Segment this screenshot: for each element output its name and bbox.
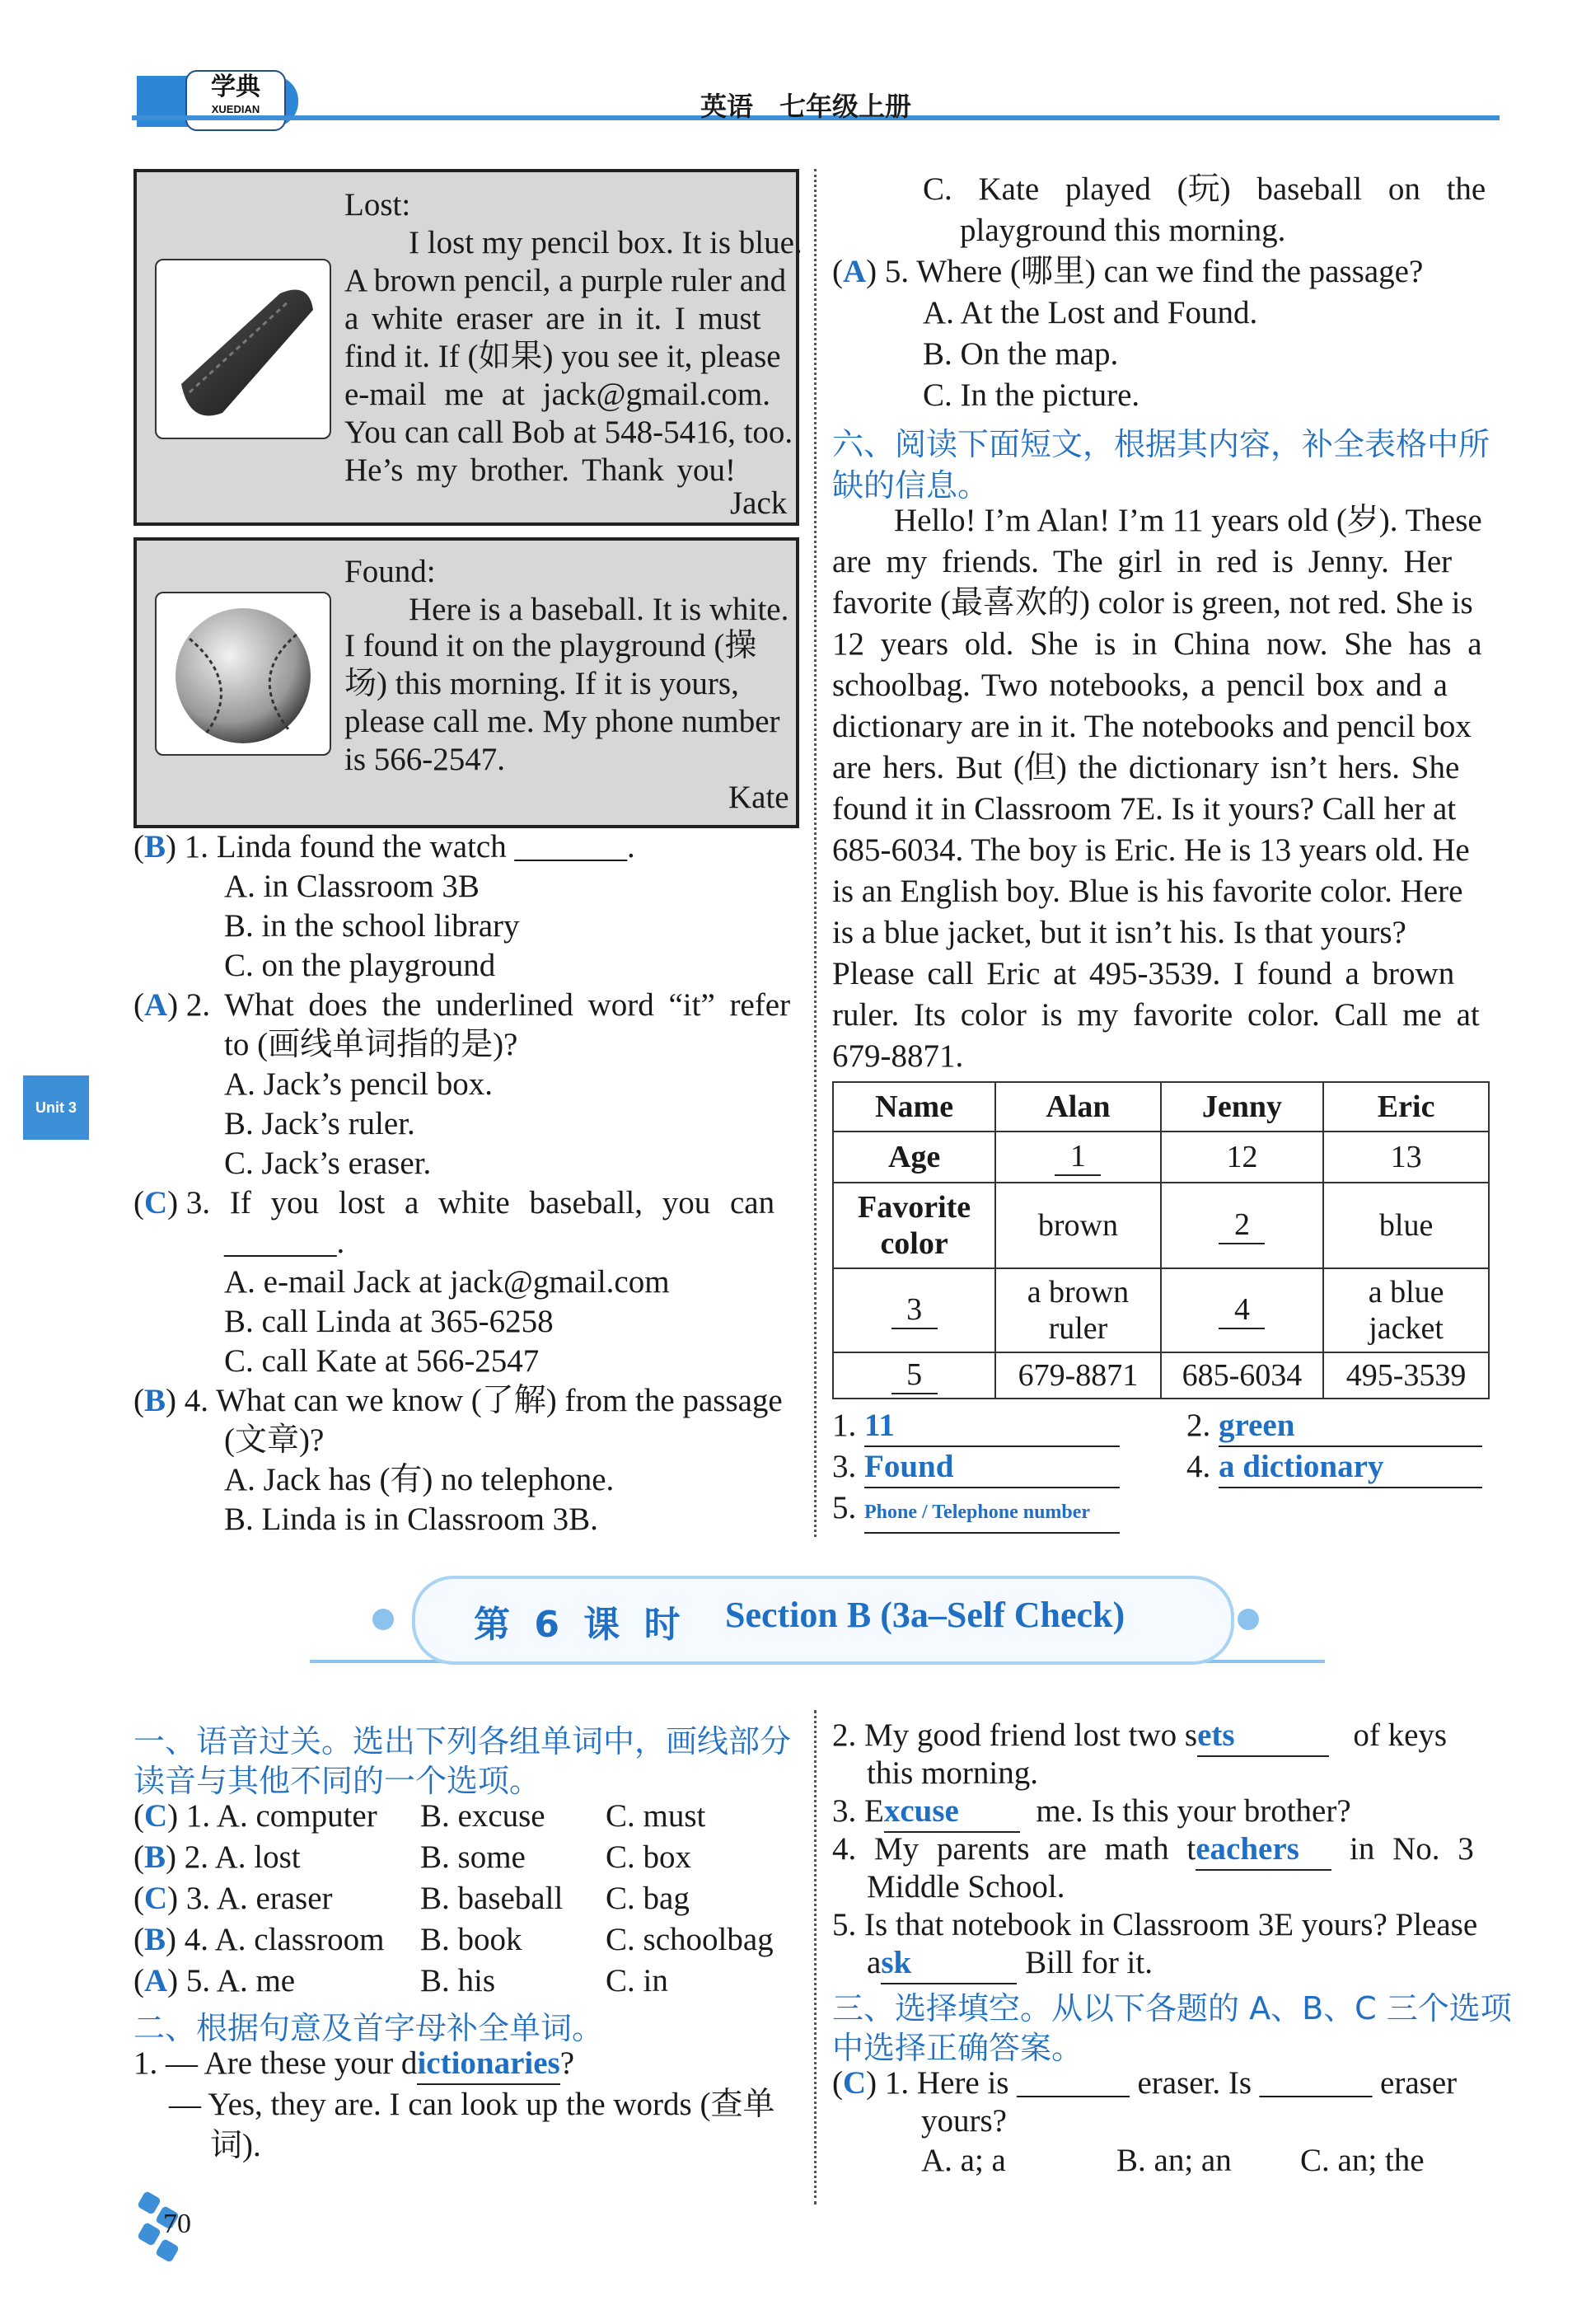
part-one-title: 一、语音过关。选出下列各组单词中，画线部分 [133, 1723, 792, 1759]
part-two-title: 二、根据句意及首字母补全单词。 [133, 2010, 604, 2046]
question-4-cont: (文章)? [224, 1422, 325, 1458]
found-signature: Kate [728, 780, 789, 815]
question-3-cont: _______. [224, 1225, 345, 1260]
passage-line: are hers. But (但) the dictionary isn’t hers. She [832, 750, 1460, 785]
section-six-title-cont: 缺的信息。 [832, 467, 990, 504]
answer-mark: A [144, 1963, 168, 1998]
pencil-box-image [155, 259, 331, 439]
found-line: I found it on the playground (操 [344, 628, 757, 663]
column-divider [814, 169, 817, 1537]
logo-en: XUEDIAN [211, 103, 260, 115]
choice-option: C. an; the [1300, 2143, 1425, 2178]
answer-field[interactable]: 11 [864, 1406, 1120, 1447]
answer-mark: C [144, 1798, 168, 1834]
lost-notice [133, 169, 803, 526]
answer-field[interactable]: xcuse [884, 1792, 1020, 1833]
answer-field[interactable]: Phone / Telephone number [864, 1492, 1120, 1534]
word-q5: 5. Is that notebook in Classroom 3E yours? Please [832, 1907, 1478, 1942]
passage-line: 685-6034. The boy is Eric. He is 13 years old. He [832, 832, 1470, 868]
table-row [833, 1132, 1489, 1183]
phonics-row: (C) 1. A. computer [133, 1798, 377, 1834]
answer-mark: C [843, 2065, 867, 2101]
table-header: Alan [995, 1082, 1160, 1132]
option: C. Kate played (玩) baseball on the [923, 171, 1486, 207]
table-cell: blue [1323, 1183, 1489, 1268]
word-q4-cont: Middle School. [867, 1869, 1065, 1905]
question-2-cont: to (画线单词指的是)? [224, 1027, 518, 1062]
header-subject: 英语 七年级上册 [700, 91, 912, 122]
table-cell: 13 [1323, 1132, 1489, 1183]
found-line: 场) this morning. If it is yours, [344, 666, 739, 701]
option: A. e-mail Jack at jack@gmail.com [224, 1264, 670, 1300]
table-row-label: Favorite color [833, 1183, 995, 1268]
found-heading: Found: [344, 554, 436, 589]
lost-signature: Jack [730, 485, 788, 521]
passage-line: schoolbag. Two notebooks, a pencil box and a [832, 668, 1448, 703]
answer-mark: B [144, 829, 166, 864]
lesson-title-cn: 第 6 课 时 [474, 1604, 681, 1646]
found-line: is 566-2547. [344, 742, 505, 777]
word-q1-reply-cont: 词). [210, 2128, 261, 2163]
table-blank: 5 [833, 1352, 995, 1399]
lost-line: e-mail me at jack@gmail.com. [344, 377, 770, 412]
column-divider-lower [814, 1710, 817, 2205]
header-logo-badge [185, 70, 286, 131]
option: A. in Classroom 3B [224, 869, 480, 904]
phonics-row: (B) 4. A. classroom [133, 1922, 385, 1957]
passage-line: found it in Classroom 7E. Is it yours? Call her at [832, 791, 1457, 827]
word-q3: 3. Excuse me. Is this your brother? [832, 1792, 1351, 1833]
question-5: (A) 5. Where (哪里) can we find the passage? [832, 254, 1424, 289]
unit-side-tab[interactable] [23, 1075, 89, 1140]
part-three-title: 三、选择填空。从以下各题的 A、B、C 三个选项 [832, 1990, 1512, 2026]
passage-line: dictionary are in it. The notebooks and pencil box [832, 709, 1472, 744]
word-q2-cont: this morning. [867, 1755, 1039, 1791]
answer-mark: C [144, 1185, 168, 1221]
answer-field[interactable]: ets [1197, 1716, 1329, 1757]
phonics-option: C. bag [606, 1881, 690, 1916]
found-line: please call me. My phone number [344, 704, 780, 739]
table-header: Name [833, 1082, 995, 1132]
answer-mark: A [144, 987, 168, 1023]
option: B. Jack’s ruler. [224, 1106, 415, 1141]
found-notice [133, 537, 799, 828]
passage-line: 679-8871. [832, 1038, 964, 1074]
option: B. in the school library [224, 908, 520, 944]
table-cell: a blue jacket [1323, 1268, 1489, 1352]
lost-line: A brown pencil, a purple ruler and [344, 263, 787, 298]
pencil-box-icon [157, 260, 330, 438]
option: C. call Kate at 566-2547 [224, 1343, 540, 1379]
unit-side-tab-label: Unit 3 [35, 1099, 77, 1116]
answer-field[interactable]: sk [881, 1943, 1017, 1984]
passage-line: are my friends. The girl in red is Jenny. Her [832, 544, 1453, 579]
passage-line: 12 years old. She is in China now. She has a [832, 626, 1482, 662]
choice-option: B. an; an [1116, 2143, 1232, 2178]
banner-dot [372, 1609, 394, 1630]
option: A. Jack has (有) no telephone. [224, 1462, 615, 1497]
table-row [833, 1352, 1489, 1399]
passage-line: is a blue jacket, but it isn’t his. Is that yours? [832, 915, 1406, 950]
option: C. on the playground [224, 948, 496, 983]
answer-mark: B [144, 1383, 166, 1418]
table-cell: brown [995, 1183, 1160, 1268]
baseball-image [155, 592, 331, 756]
lesson-title-en: Section B (3a–Self Check) [725, 1595, 1125, 1635]
answer-field[interactable]: Found [864, 1447, 1120, 1488]
part-three-title-cont: 中选择正确答案。 [832, 2030, 1083, 2066]
answer-field[interactable]: eachers [1196, 1830, 1331, 1871]
table-cell: 685-6034 [1161, 1352, 1324, 1399]
section-six-title: 六、阅读下面短文，根据其内容，补全表格中所 [832, 426, 1490, 462]
option: playground this morning. [960, 213, 1286, 248]
table-cell: a brown ruler [995, 1268, 1160, 1352]
passage-line: favorite (最喜欢的) color is green, not red. She is [832, 585, 1473, 621]
answer-mark: A [843, 254, 867, 289]
lost-heading: Lost: [344, 187, 411, 223]
answer-field[interactable]: a dictionary [1219, 1447, 1482, 1488]
table-blank: 4 [1161, 1268, 1324, 1352]
baseball-icon [157, 593, 330, 754]
table-cell: 679-8871 [995, 1352, 1160, 1399]
table-cell: 495-3539 [1323, 1352, 1489, 1399]
lost-line: find it. If (如果) you see it, please [344, 339, 781, 374]
table-cell: 12 [1161, 1132, 1324, 1183]
option: A. At the Lost and Found. [923, 295, 1258, 330]
table-row [833, 1183, 1489, 1268]
phonics-option: B. baseball [420, 1881, 564, 1916]
option: C. Jack’s eraser. [224, 1146, 432, 1181]
answer-field[interactable]: ictionaries [417, 2044, 559, 2085]
phonics-option: B. excuse [420, 1798, 545, 1834]
option: B. Linda is in Classroom 3B. [224, 1502, 598, 1537]
choice-q1: (C) 1. Here is _______ eraser. Is _______ eraser [832, 2065, 1458, 2101]
phonics-option: B. his [420, 1963, 496, 1998]
phonics-option: C. must [606, 1798, 706, 1834]
question-1: (B) 1. Linda found the watch _______. [133, 829, 635, 864]
option: A. Jack’s pencil box. [224, 1066, 494, 1102]
table-blank: 1 [995, 1132, 1160, 1183]
table-blank: 3 [833, 1268, 995, 1352]
answer-mark: C [144, 1881, 168, 1916]
part-one-title-cont: 读音与其他不同的一个选项。 [133, 1763, 541, 1799]
word-q1: 1. — Are these your dictionaries? [133, 2044, 574, 2085]
word-q2: 2. My good friend lost two sets of keys [832, 1716, 1447, 1757]
phonics-row: (B) 2. A. lost [133, 1839, 301, 1875]
found-line: Here is a baseball. It is white. [409, 592, 789, 627]
table-header: Eric [1323, 1082, 1489, 1132]
answer-field[interactable]: green [1219, 1406, 1482, 1447]
banner-dot [1238, 1609, 1259, 1630]
word-q4: 4. My parents are math teachers in No. 3 [832, 1830, 1474, 1871]
question-2: (A) 2. What does the underlined word “it” refer [133, 987, 791, 1023]
fill-answer-5: 5. Phone / Telephone number [832, 1488, 1120, 1534]
option: C. In the picture. [923, 377, 1140, 413]
passage-line: is an English boy. Blue is his favorite color. Here [832, 874, 1463, 909]
lost-line: a white eraser are in it. I must [344, 301, 761, 336]
table-blank: 2 [1161, 1183, 1324, 1268]
option: B. call Linda at 365-6258 [224, 1304, 554, 1339]
passage-line: Please call Eric at 495-3539. I found a brown [832, 956, 1455, 991]
phonics-option: B. book [420, 1922, 522, 1957]
logo-cn: 学典 [211, 73, 260, 101]
page-number: 70 [163, 2209, 191, 2239]
fill-answer-3: 3. Found [832, 1447, 1120, 1488]
lost-line: You can call Bob at 548-5416, too. [344, 415, 793, 450]
question-4: (B) 4. What can we know (了解) from the passage [133, 1383, 783, 1418]
word-q5-cont: ask Bill for it. [867, 1943, 1153, 1984]
table-row [833, 1268, 1489, 1352]
choice-q1-cont: yours? [921, 2103, 1007, 2139]
phonics-option: B. some [420, 1839, 526, 1875]
fill-answer-2: 2. green [1186, 1406, 1482, 1447]
phonics-option: C. schoolbag [606, 1922, 774, 1957]
passage-line: ruler. Its color is my favorite color. Call me at [832, 997, 1480, 1033]
info-table [832, 1081, 1490, 1399]
word-q1-reply: — Yes, they are. I can look up the words (查单 [169, 2087, 775, 2122]
phonics-row: (A) 5. A. me [133, 1963, 296, 1998]
lost-line: He’s my brother. Thank you! [344, 452, 736, 488]
answer-mark: B [144, 1922, 166, 1957]
table-header: Jenny [1161, 1082, 1324, 1132]
fill-answer-4: 4. a dictionary [1186, 1447, 1482, 1488]
lost-line: I lost my pencil box. It is blue. [409, 225, 803, 260]
question-3: (C) 3. If you lost a white baseball, you can [133, 1185, 775, 1221]
table-row-label: Age [833, 1132, 995, 1183]
phonics-row: (C) 3. A. eraser [133, 1881, 333, 1916]
phonics-option: C. box [606, 1839, 692, 1875]
fill-answer-1: 1. 11 [832, 1406, 1120, 1447]
passage-line: Hello! I’m Alan! I’m 11 years old (岁). These [894, 503, 1482, 538]
phonics-option: C. in [606, 1963, 668, 1998]
option: B. On the map. [923, 336, 1119, 372]
choice-option: A. a; a [921, 2143, 1006, 2178]
answer-mark: B [144, 1839, 166, 1875]
